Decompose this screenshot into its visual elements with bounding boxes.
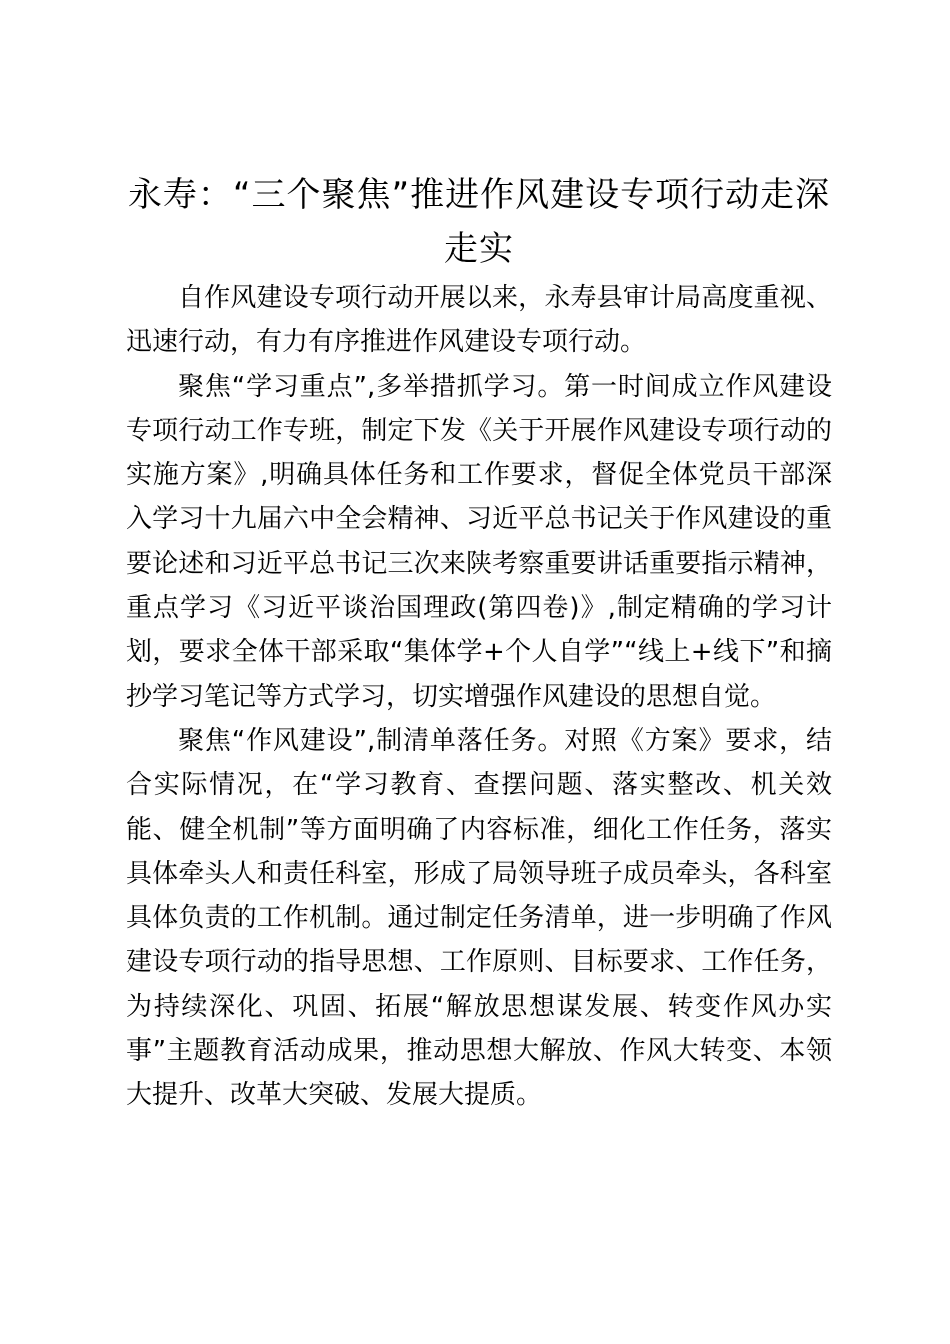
paragraph-study-focus: 聚焦“学习重点”,多举措抓学习。第一时间成立作风建设专项行动工作专班，制定下发《关于开展作风建设专项行动的实施方案》,明确具体任务和工作要求，督促全体党员干部深入学习十九届六中全会精神、习近平总书记关于作风建设的重要论述和习近平总书记三次来陕考察重要讲话重要指示精神，重点学习《习近平谈治国理政(第四卷)》,制定精确的学习计划，要求全体干部采取“集体学+个人自学”“线上+线下”和摘抄学习笔记等方式学习，切实增强作风建设的思想自觉。: [126, 371, 832, 712]
paragraph-intro: 自作风建设专项行动开展以来，永寿县审计局高度重视、迅速行动，有力有序推进作风建设专项行动。: [126, 283, 832, 358]
document-body: [126, 276, 832, 1118]
document-title: 永寿：“三个聚焦”推进作风建设专项行动走深走实: [127, 175, 831, 269]
paragraph-style-building: 聚焦“作风建设”,制清单落任务。对照《方案》要求，结合实际情况，在“学习教育、查摆问题、落实整改、机关效能、健全机制”等方面明确了内容标准，细化工作任务，落实具体牵头人和责任科室，形成了局领导班子成员牵头，各科室具体负责的工作机制。通过制定任务清单，进一步明确了作风建设专项行动的指导思想、工作原则、目标要求、工作任务，为持续深化、巩固、拓展“解放思想谋发展、转变作风办实事”主题教育活动成果，推动思想大解放、作风大转变、本领大提升、改革大突破、发展大提质。: [126, 725, 832, 1111]
